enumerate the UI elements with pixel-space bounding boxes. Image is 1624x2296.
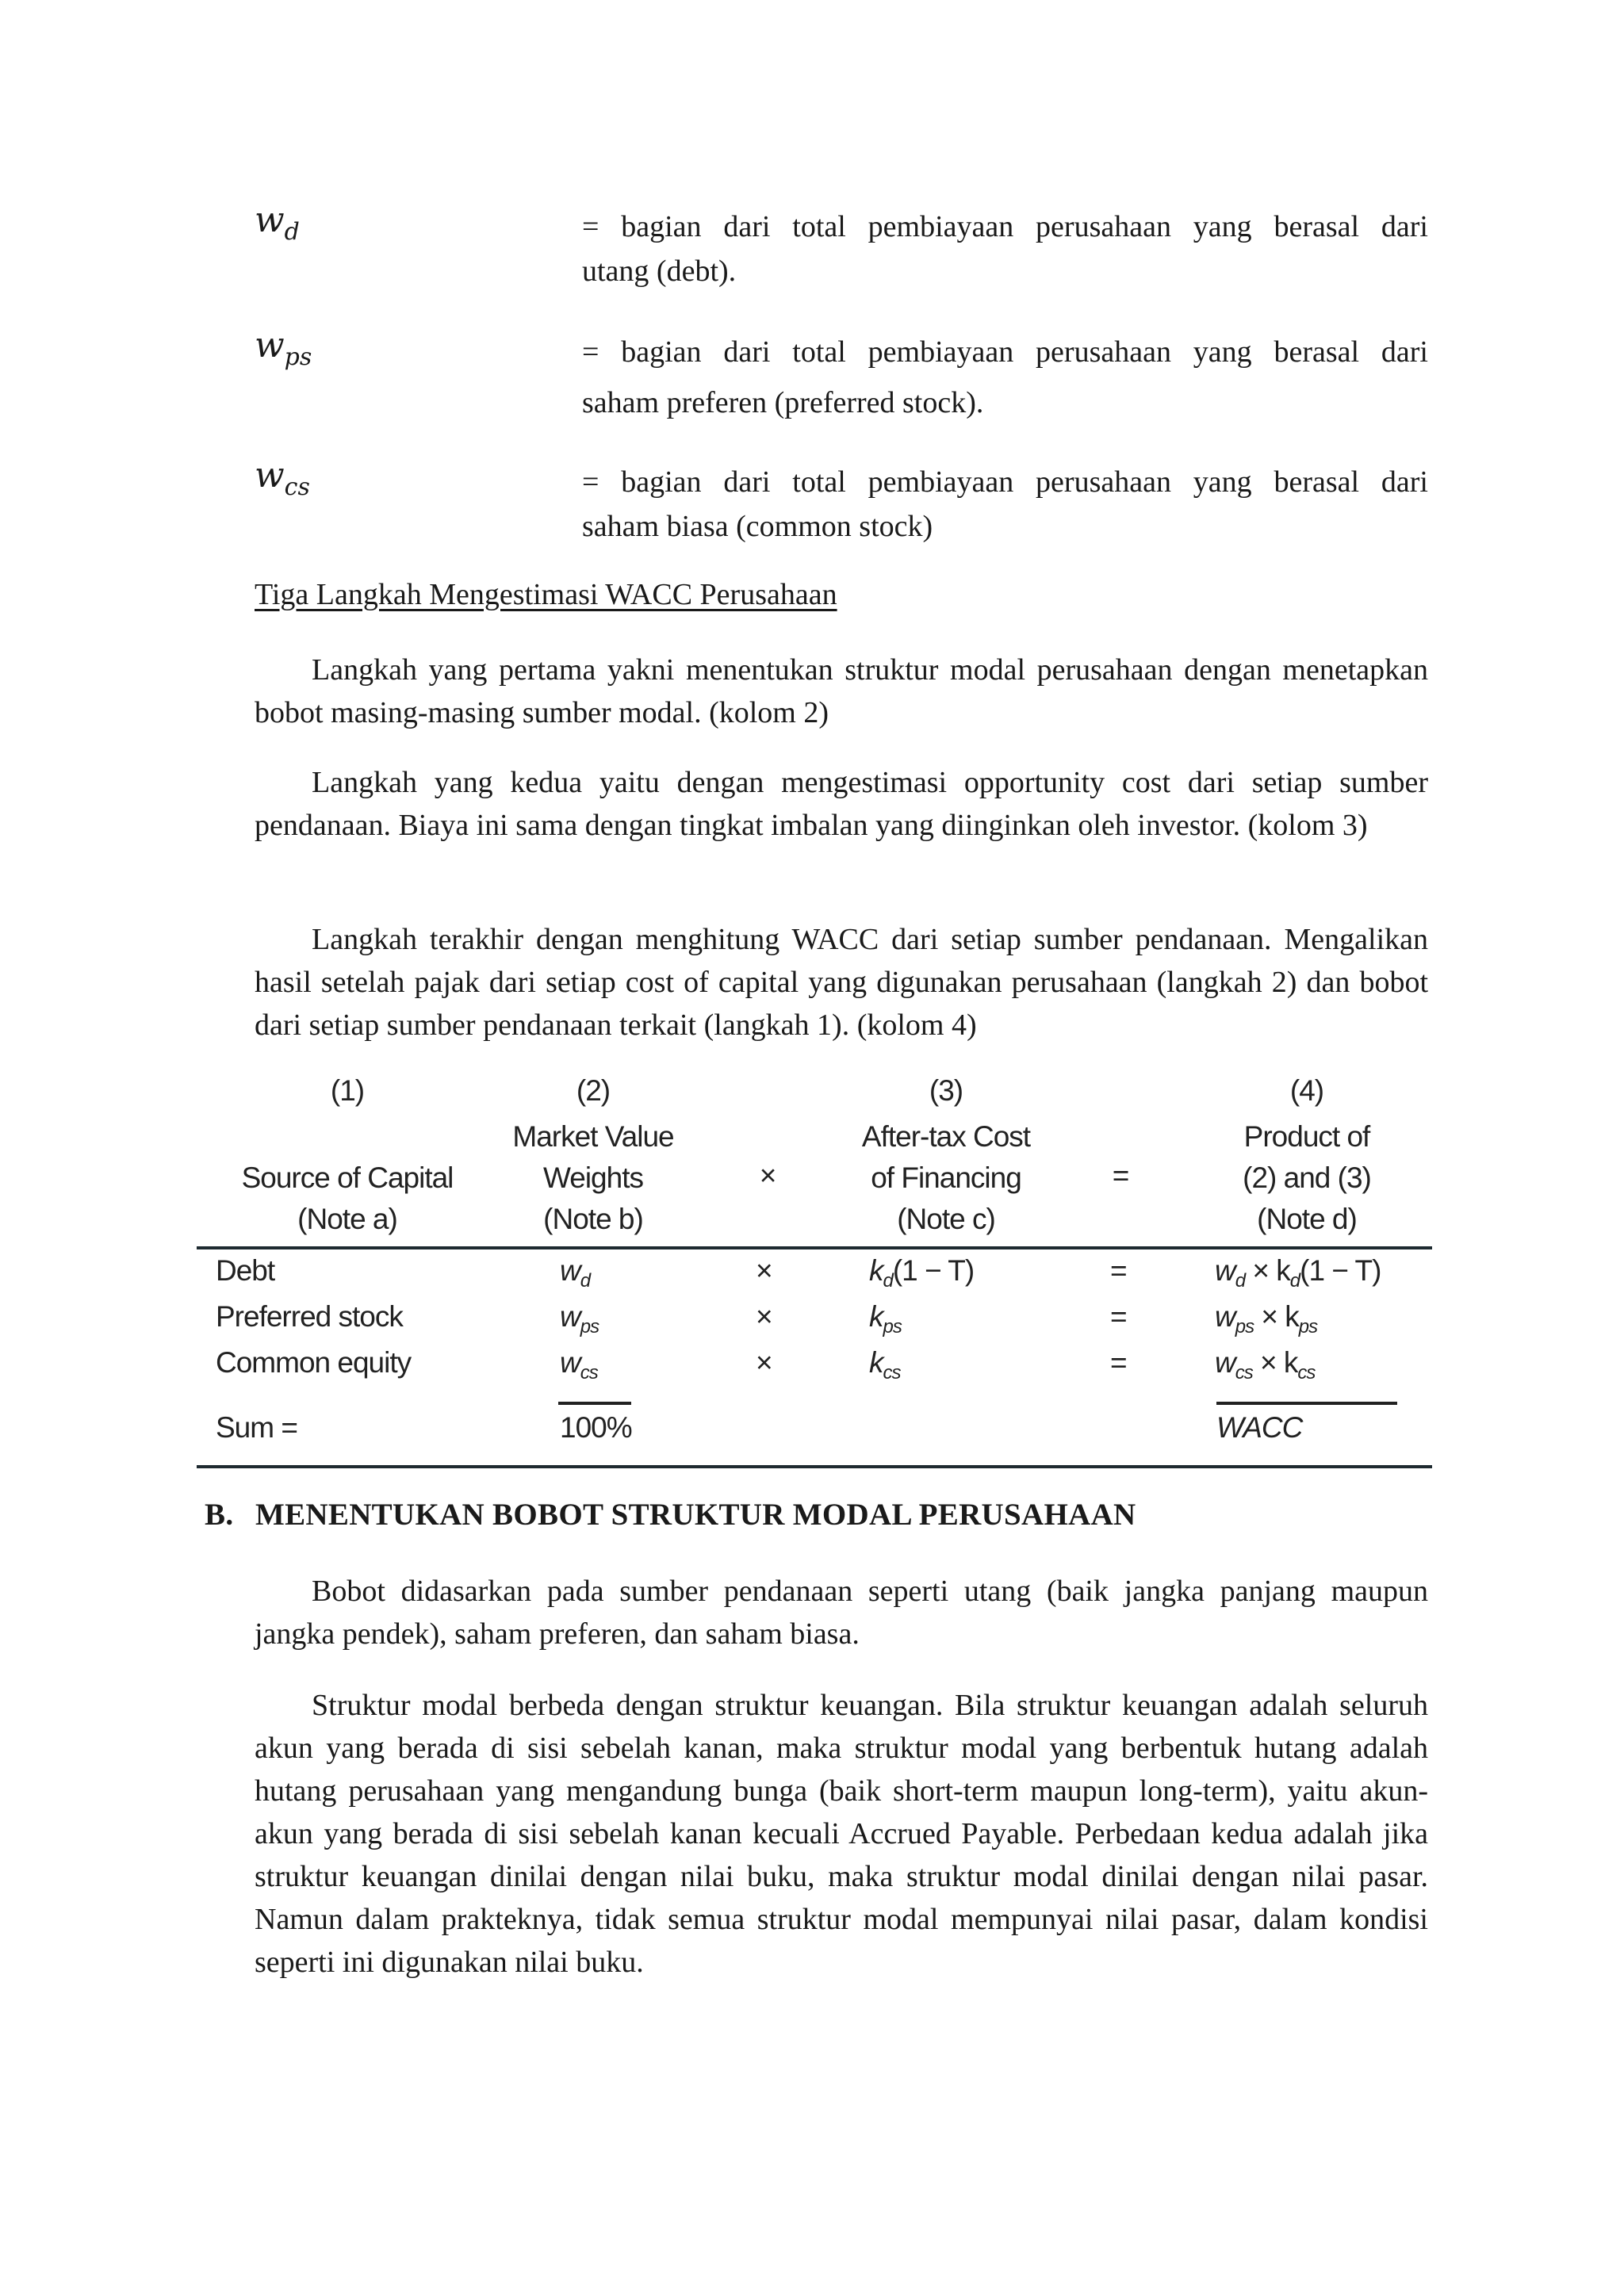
symbol-wps: $w_{ps}$ (255, 325, 312, 371)
paragraph: Bobot didasarkan pada sumber pendanaan seperti utang (baik jangka panjang maupun jangka pendek), saham preferen, dan saham biasa. (255, 1575, 1428, 1651)
definition-text (582, 460, 1428, 549)
header-cost: After-tax Cost of Financing (Note c) (861, 1120, 1031, 1235)
row-weight: $w_{cs}$ (560, 1346, 598, 1383)
sum-label: Sum = (216, 1411, 297, 1444)
row-times: × (756, 1300, 772, 1333)
row-equals: = (1110, 1300, 1127, 1333)
table-bottom-rule (197, 1465, 1432, 1468)
col-number: (4) (1289, 1074, 1324, 1107)
header-source: Source of Capital (Note a) (241, 1161, 454, 1235)
row-product: $w_d \times k_d(1 - T)$ (1215, 1254, 1381, 1292)
paragraph: Struktur modal berbeda dengan struktur keuangan. Bila struktur keuangan adalah seluruh akun yang berada di sisi sebelah kanan, maka struktur modal yang berbentuk hutang adalah hutang perusahaan yang mengandung bunga (baik short-term maupun long-term), yaitu akun-akun yang berada di sisi sebelah kanan kecuali Accrued Payable. Perbedaan kedua adalah jika struktur keuangan dinilai dengan nilai buku, maka struktur modal dinilai dengan nilai pasar. Namun dalam prakteknya, tidak semua struktur modal mempunyai nilai pasar, dalam kondisi seperti ini digunakan nilai buku. (255, 1689, 1428, 1979)
row-product: $w_{cs} \times k_{cs}$ (1215, 1346, 1316, 1383)
sum-weight: 100% (560, 1411, 632, 1444)
subheading: Tiga Langkah Mengestimasi WACC Perusahaan (255, 578, 837, 611)
header-times: × (759, 1159, 776, 1192)
row-source: Debt (216, 1254, 275, 1287)
paragraph: Langkah yang pertama yakni menentukan struktur modal perusahaan dengan menetapkan bobot masing-masing sumber modal. (kolom 2) (255, 653, 1428, 729)
col-number: (1) (330, 1074, 365, 1107)
header-weights: Market Value Weights (Note b) (512, 1120, 674, 1235)
section-number: B. (205, 1498, 234, 1532)
definition-line: saham preferen (preferred stock). (582, 386, 984, 419)
sum-product: WACC (1216, 1411, 1303, 1444)
definition-text (582, 205, 1428, 293)
symbol-wd: $w_d$ (255, 200, 300, 246)
symbol-wcs: $w_{cs}$ (255, 455, 310, 501)
sum-bar-weight (558, 1402, 631, 1405)
definition-line: = bagian dari total pembiayaan perusahaan yang berasal dari (582, 335, 1428, 369)
col-number: (3) (929, 1074, 963, 1107)
row-cost: $k_{cs}$ (869, 1346, 901, 1383)
row-source: Common equity (216, 1346, 412, 1379)
row-source: Preferred stock (216, 1300, 403, 1333)
header-product: Product of (2) and (3) (Note d) (1243, 1120, 1371, 1235)
sum-bar-product (1216, 1402, 1397, 1405)
row-cost: $k_d(1 - T)$ (869, 1254, 975, 1292)
row-product: $w_{ps} \times k_{ps}$ (1215, 1300, 1318, 1337)
row-cost: $k_{ps}$ (869, 1300, 902, 1337)
col-number: (2) (576, 1074, 611, 1107)
row-weight: $w_{ps}$ (560, 1300, 599, 1337)
wacc-table (197, 1062, 1432, 1475)
section-title: MENENTUKAN BOBOT STRUKTUR MODAL PERUSAHAAN (255, 1498, 1136, 1532)
section-heading (205, 1497, 1136, 1533)
definition-line: = bagian dari total pembiayaan perusahaan yang berasal dari (582, 210, 1428, 243)
definition-line: saham biasa (common stock) (582, 510, 933, 543)
definition-line: utang (debt). (582, 254, 737, 288)
table-top-rule (197, 1246, 1432, 1249)
row-equals: = (1110, 1346, 1127, 1379)
row-times: × (756, 1346, 772, 1379)
paragraph: Langkah terakhir dengan menghitung WACC dari setiap sumber pendanaan. Mengalikan hasil setelah pajak dari setiap cost of capital yang digunakan perusahaan (langkah 2) dan bobot dari setiap sumber pendanaan terkait (langkah 1). (kolom 4) (255, 923, 1428, 1042)
header-equals: = (1112, 1159, 1129, 1192)
row-weight: $w_d$ (560, 1254, 591, 1292)
definition-line: = bagian dari total pembiayaan perusahaan yang berasal dari (582, 465, 1428, 499)
definition-text (582, 327, 1428, 428)
row-times: × (756, 1254, 772, 1287)
row-equals: = (1110, 1254, 1127, 1287)
paragraph: Langkah yang kedua yaitu dengan mengestimasi opportunity cost dari setiap sumber pendanaan. Biaya ini sama dengan tingkat imbalan yang diinginkan oleh investor. (kolom 3) (255, 766, 1428, 842)
